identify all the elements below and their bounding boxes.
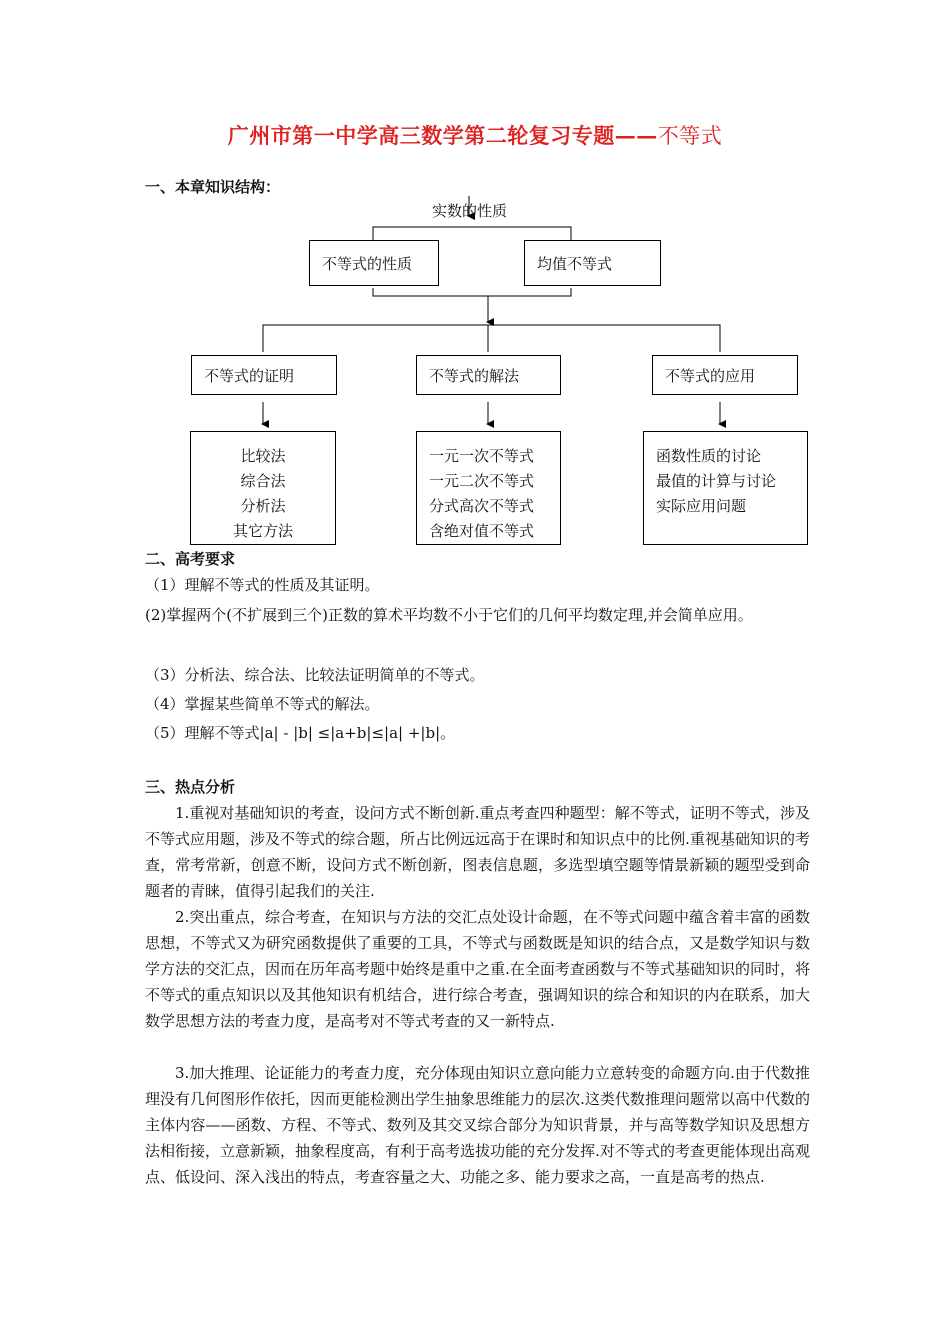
requirement-item: （5）理解不等式|a| - |b| ≤|a+b|≤|a| +|b|。 xyxy=(145,724,456,742)
requirement-item: （1）理解不等式的性质及其证明。 xyxy=(145,576,380,594)
list-item: 一元二次不等式 xyxy=(429,472,535,490)
list-item: 分析法 xyxy=(240,497,286,515)
node-application: 不等式的应用 xyxy=(652,355,798,395)
section3-heading: 三、热点分析 xyxy=(145,778,236,796)
proof-methods-box xyxy=(190,431,336,545)
section2-heading: 二、高考要求 xyxy=(145,550,236,568)
analysis-paragraph: 2.突出重点，综合考查，在知识与方法的交汇点处设计命题，在不等式问题中蕴含着丰富的函数思想，不等式又为研究函数提供了重要的工具，不等式与函数既是知识的结合点，又是数学知识与数学方法的交汇点，因而在历年高考题中始终是重中之重.在全面考查函数与不等式基础知识的同时，将不等式的重点知识以及其他知识有机结合，进行综合考查，强调知识的综合和知识的内在联系，加大数学思想方法的考查力度，是高考对不等式考查的又一新特点. xyxy=(145,908,810,1030)
section1-heading: 一、本章知识结构： xyxy=(145,178,281,196)
node-mean-inequality: 均值不等式 xyxy=(524,240,661,286)
requirement-item: （3）分析法、综合法、比较法证明简单的不等式。 xyxy=(145,666,485,684)
solving-types-box xyxy=(416,431,561,545)
list-item: 一元一次不等式 xyxy=(429,447,535,465)
top-bracket xyxy=(373,227,571,240)
root-node: 实数的性质 xyxy=(432,202,508,220)
branch-bar xyxy=(263,325,720,352)
node-proof: 不等式的证明 xyxy=(191,355,337,395)
list-item: 分式高次不等式 xyxy=(429,497,535,515)
bottom-bracket xyxy=(373,288,571,296)
list-item: 最值的计算与讨论 xyxy=(656,472,777,490)
list-item: 函数性质的讨论 xyxy=(656,447,762,465)
list-item: 其它方法 xyxy=(232,522,293,540)
list-item: 比较法 xyxy=(240,447,286,465)
node-solving: 不等式的解法 xyxy=(416,355,561,395)
analysis-paragraph: 1.重视对基础知识的考查，设问方式不断创新.重点考查四种题型：解不等式，证明不等式，涉及不等式应用题，涉及不等式的综合题，所占比例远远高于在课时和知识点中的比例.重视基础知识的考查，常考常新，创意不断，设问方式不断创新，图表信息题，多选型填空题等情景新颖的题型受到命题者的青睐，值得引起我们的关注. xyxy=(145,804,810,900)
analysis-paragraph: 3.加大推理、论证能力的考查力度，充分体现由知识立意向能力立意转变的命题方向.由于代数推理没有几何图形作依托，因而更能检测出学生抽象思维能力的层次.这类代数推理问题常以高中代数的主体内容——函数、方程、不等式、数列及其交叉综合部分为知识背景，并与高等数学知识及思想方法相衔接，立意新颖，抽象程度高，有利于高考选拔功能的充分发挥.对不等式的考查更能体现出高观点、低设问、深入浅出的特点，考查容量之大、功能之多、能力要求之高，一直是高考的热点. xyxy=(145,1064,810,1186)
page-title: 广州市第一中学高三数学第二轮复习专题——不等式 xyxy=(227,123,723,148)
node-inequality-properties: 不等式的性质 xyxy=(309,240,439,286)
requirement-item: （4）掌握某些简单不等式的解法。 xyxy=(145,695,380,713)
list-item: 含绝对值不等式 xyxy=(429,522,535,540)
list-item: 实际应用问题 xyxy=(656,497,747,515)
list-item: 综合法 xyxy=(240,472,286,490)
knowledge-structure-diagram xyxy=(0,0,950,560)
application-topics-box xyxy=(643,431,808,545)
requirement-item: (2)掌握两个(不扩展到三个)正数的算术平均数不小于它们的几何平均数定理,并会简单应用。 xyxy=(145,606,753,624)
